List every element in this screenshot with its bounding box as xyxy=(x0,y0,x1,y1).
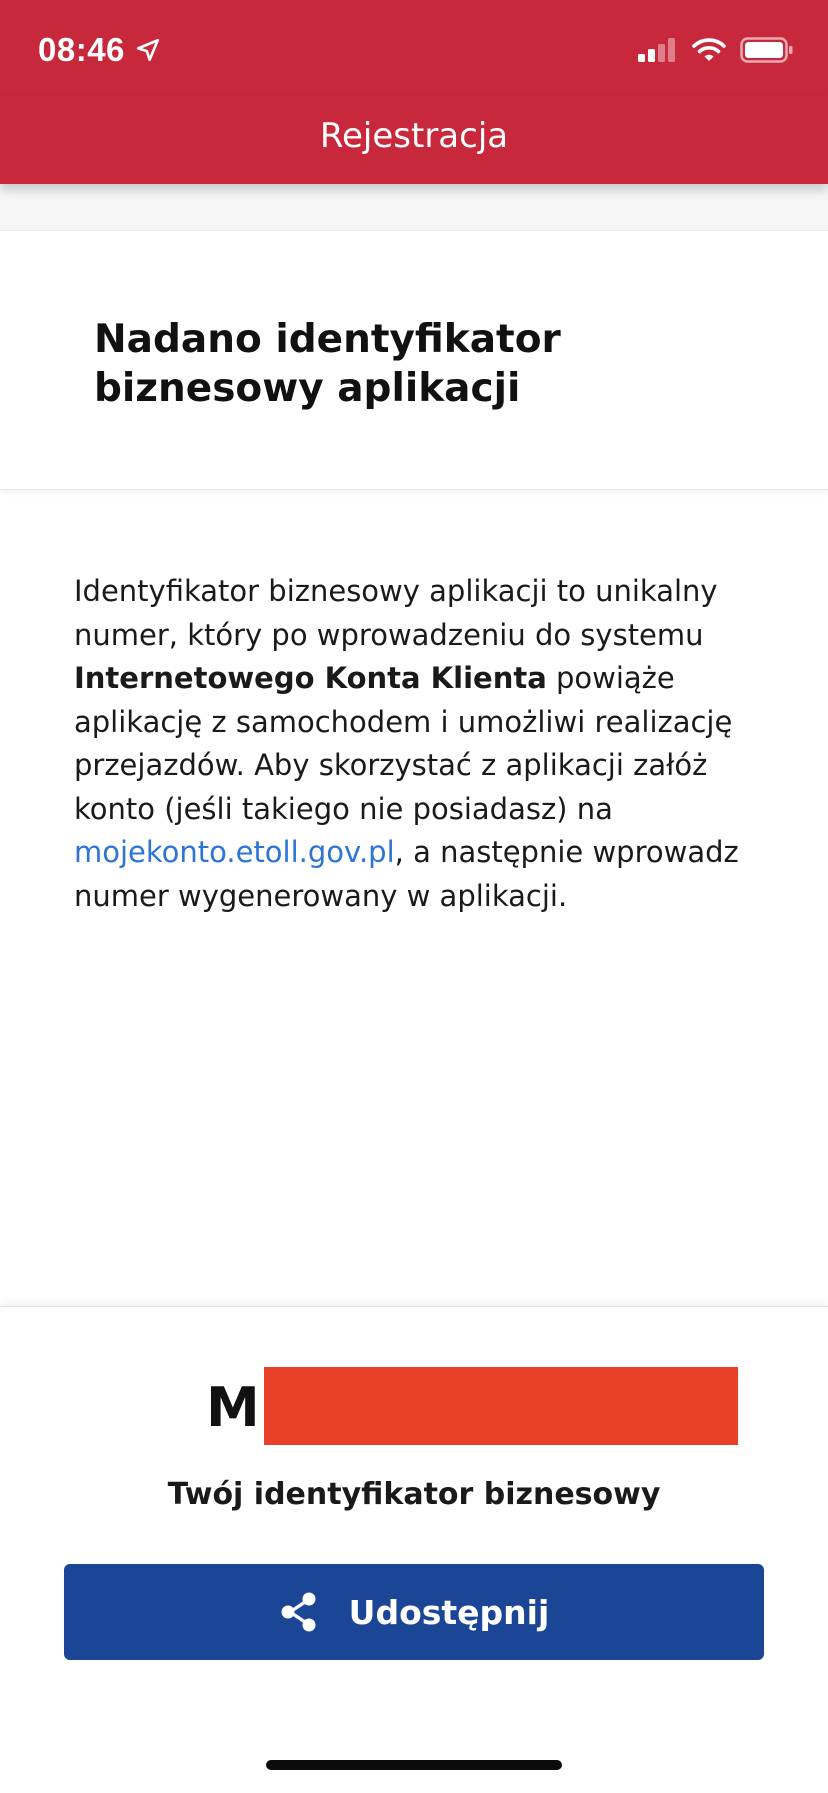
business-identifier-label: Twój identyfikator biznesowy xyxy=(167,1477,661,1512)
share-icon xyxy=(279,1591,319,1633)
cellular-signal-icon xyxy=(638,38,678,62)
page-title: Rejestracja xyxy=(319,116,509,156)
navigation-bar xyxy=(0,96,828,184)
status-time: 08:46 xyxy=(38,31,125,68)
wifi-icon xyxy=(692,37,726,63)
description-part-3: , a następnie wprowadz numer wygenerowany w aplikacji. xyxy=(74,835,739,913)
share-button[interactable] xyxy=(64,1564,764,1660)
share-button-label: Udostępnij xyxy=(348,1592,550,1632)
description-text xyxy=(74,570,774,918)
battery-icon xyxy=(740,37,794,63)
business-identifier-value: M xyxy=(206,1376,260,1439)
location-arrow-icon xyxy=(135,37,161,63)
description-part-1: Identyfikator biznesowy aplikacji to unikalny numer, który po wprowadzeniu do systemu xyxy=(74,574,718,652)
account-link[interactable]: mojekonto.etoll.gov.pl xyxy=(74,835,395,869)
redaction-block xyxy=(264,1367,738,1445)
header-spacer xyxy=(0,184,828,230)
description-bold: Internetowego Konta Klienta xyxy=(74,661,547,695)
status-bar xyxy=(0,0,828,96)
heading-title: Nadano identyfikator biznesowy aplikacji xyxy=(94,317,561,411)
identifier-panel xyxy=(0,1306,828,1793)
status-indicators xyxy=(638,34,794,66)
status-time-group xyxy=(38,30,161,70)
heading-card xyxy=(0,230,828,490)
description-part-2: powiąże aplikację z samochodem i umożliwi realizację przejazdów. Aby skorzystać z aplikacji załóż konto (jeśli takiego nie posiadasz) na xyxy=(74,661,733,826)
home-indicator[interactable] xyxy=(266,1760,562,1770)
